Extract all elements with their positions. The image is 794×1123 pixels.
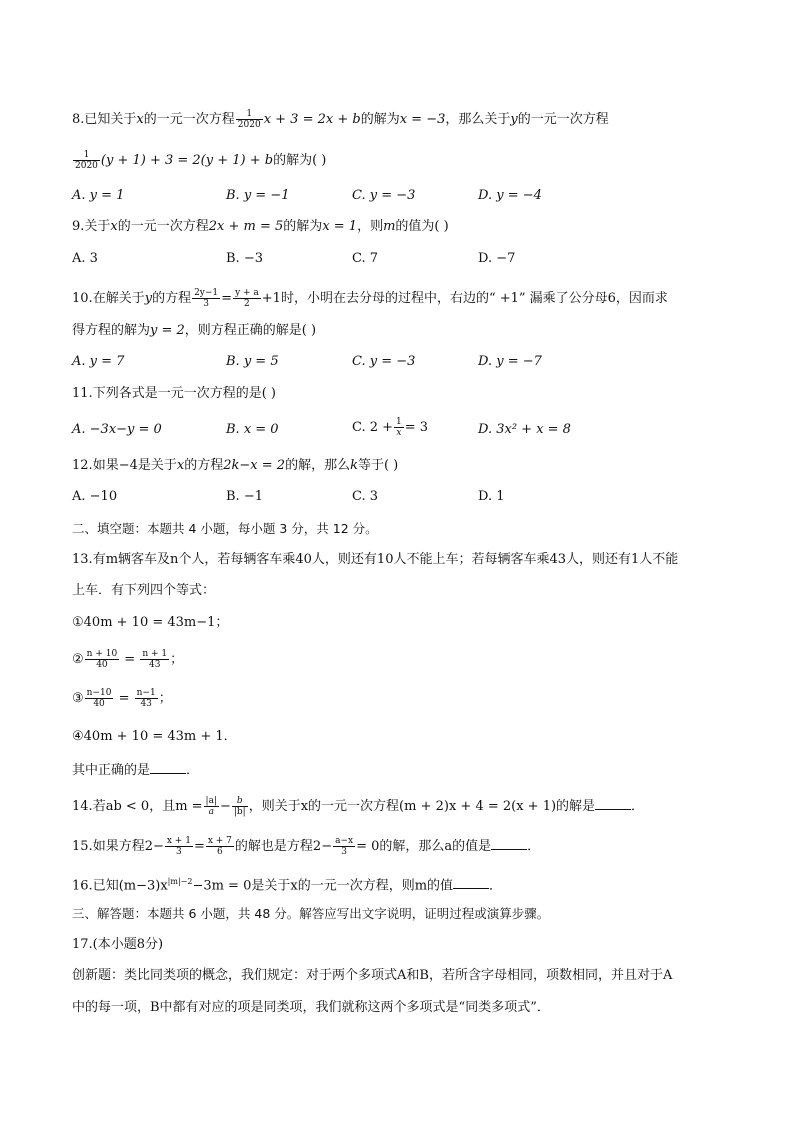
q11-option-c[interactable] (352, 417, 428, 438)
q10-fraction-2 (233, 288, 261, 309)
q12-option-d[interactable]: D. 1 (478, 489, 505, 504)
q15-text: 的解也是方程2− (234, 839, 333, 854)
answer-blank[interactable] (595, 797, 631, 810)
q11-c-post: = 3 (404, 420, 429, 435)
frac-num: y + a (235, 288, 259, 298)
q10-option-b[interactable]: B. y = 5 (226, 354, 279, 369)
q13-text: 有m辆客车及n个人，若每辆客车乘40人，则还有10人不能上车；若每辆客车乘43人，则还有1人不能 (92, 552, 679, 567)
q14-number: 14. (72, 799, 93, 814)
q9-text: ，则 (357, 219, 384, 234)
q10-option-d[interactable]: D. y = −7 (478, 354, 542, 369)
frac-num: b (232, 796, 248, 807)
frac-num: x + 7 (207, 836, 232, 846)
q16-text: −3m = 0是关于x的一元一次方程，则m的值 (192, 878, 454, 894)
frac-den: 6 (217, 847, 223, 857)
q11-c-fraction (394, 417, 404, 438)
frac-den: 3 (176, 847, 182, 857)
q11-number: 11. (72, 386, 93, 401)
q11-option-a[interactable]: A. −3x−y = 0 (72, 422, 162, 437)
q8-option-c[interactable]: C. y = −3 (352, 188, 416, 203)
frac-num: x + 1 (166, 836, 191, 846)
q9-solution: x = 1 (322, 219, 358, 234)
frac-den: 43 (140, 699, 152, 709)
fraction (204, 796, 219, 817)
q13-equation-2: ② $\frac{n + 10}{40}$ = $\frac{n + 1}{43}$ ； (72, 649, 184, 670)
q9-option-a[interactable]: A. 3 (72, 251, 98, 266)
frac-num: 1 (73, 150, 100, 161)
frac-den: x (396, 428, 402, 438)
fraction (140, 649, 169, 670)
q13-number: 13. (72, 552, 93, 567)
q11-line1 (72, 385, 276, 403)
frac-num: a−x (335, 836, 354, 846)
exponent: |m|−2 (167, 877, 193, 886)
q12-equation: 2k−x = 2 (223, 458, 286, 473)
q12-text: 的解，那么 (285, 458, 351, 473)
q16-text: 已知(m−3)x (92, 878, 168, 894)
q9-option-d[interactable]: D. −7 (478, 251, 516, 266)
q13-answer-line (72, 761, 199, 780)
q10-line1: 10.在解关于y的方程 $\frac{2y-1}{3}$ = $\frac{y + a}{2}$ +1时，小明在去分母的过程中，右边的“ +1” 漏乘了公分母6，因而求 (72, 288, 668, 309)
q13-line1 (72, 551, 678, 569)
minus: − (219, 799, 231, 814)
q13-equation-1: ①40m + 10 = 43m−1； (72, 615, 229, 630)
q12-option-c[interactable]: C. 3 (352, 489, 379, 504)
q10-fraction-1 (192, 288, 220, 309)
q8-text: 已知关于 (84, 112, 137, 127)
q9-text: 的值为( ) (395, 219, 449, 234)
frac-num: n + 10 (86, 649, 118, 659)
q8-text: 的一元一次方程 (517, 112, 609, 127)
q8-equation-2: (y + 1) + 3 = 2(y + 1) + b (100, 153, 274, 168)
q15-text: 如果方程2− (92, 839, 164, 854)
q11-option-b[interactable]: B. x = 0 (226, 422, 279, 437)
q12-text: 等于( ) (357, 458, 399, 473)
q8-fraction (236, 109, 263, 130)
q12-option-b[interactable]: B. −1 (226, 489, 263, 504)
q8-fraction-2 (73, 150, 100, 171)
frac-den: 2 (244, 299, 250, 309)
q9-option-b[interactable]: B. −3 (226, 251, 263, 266)
fraction (85, 649, 120, 670)
q10-text: +1时，小明在去分母的过程中，右边的“ +1” 漏乘了公分母6，因而求 (261, 291, 668, 306)
q10-equals: = (221, 291, 233, 306)
fraction (333, 836, 355, 857)
frac-den: 3 (203, 299, 209, 309)
frac-num: 1 (236, 109, 263, 120)
fraction (165, 836, 193, 857)
q9-line1: 9.关于x的一元一次方程2x + m = 5的解为x = 1，则m的值为( ) (72, 219, 449, 234)
q17-line1: 创新题：类比同类项的概念，我们规定：对于两个多项式A和B，若所含字母相同，项数相同，并且对于A (72, 968, 673, 983)
q8-option-d[interactable]: D. y = −4 (478, 188, 542, 203)
q15-text: ． (527, 839, 541, 854)
frac-num: |a| (205, 796, 217, 806)
q14-text: ，则关于x的一元一次方程(m + 2)x + 4 = 2(x + 1)的解是 (248, 799, 596, 814)
q9-option-c[interactable]: C. 7 (352, 251, 379, 266)
q17-line2: 中的每一项，B中都有对应的项是同类项，我们就称这两个多项式是“同类多项式”． (72, 1000, 550, 1015)
frac-num: 1 (396, 417, 402, 427)
q10-option-a[interactable]: A. y = 7 (72, 354, 125, 369)
q10-text: 在解关于 (92, 291, 145, 306)
q13-line2: 上车．有下列四个等式： (72, 583, 216, 598)
frac-den: 40 (96, 660, 108, 670)
q14-text: 若ab < 0，且m = (92, 799, 203, 814)
q14-line1 (72, 796, 644, 817)
q12-option-a[interactable]: A. −10 (72, 489, 118, 504)
circle-num: ② (72, 652, 84, 667)
frac-den: 3 (341, 847, 347, 857)
q11-option-d[interactable]: D. 3x² + x = 8 (478, 422, 571, 437)
q11-c-pre: C. 2 + (352, 420, 394, 435)
q12-number: 12. (72, 458, 93, 473)
frac-den: 43 (149, 660, 161, 670)
q8-text: 的解为 (360, 112, 400, 127)
q8-line1: 8.已知关于x的一元一次方程 $\frac{1}{2020}$ x + 3 = 2x + b的解为x = −3，那么关于y的一元一次方程 (72, 109, 609, 130)
q8-text: 的解为( ) (273, 153, 327, 168)
q17-title: 17.(本小题8分) (72, 937, 164, 952)
frac-num: n−1 (136, 688, 156, 698)
q9-text: 的解为 (283, 219, 323, 234)
q13-text: 其中正确的是 (72, 763, 151, 778)
q9-number: 9. (72, 219, 85, 234)
q15-text: = 0的解，那么a的值是 (356, 839, 492, 854)
q13-equation-3: ③ $\frac{n-10}{40}$ = $\frac{n-1}{43}$ ； (72, 688, 172, 709)
q16-number: 16. (72, 878, 93, 894)
q9-text: 的一元一次方程 (117, 219, 209, 234)
q12-value: −4 (118, 458, 138, 473)
q12-text: 的方程 (184, 458, 224, 473)
q10-number: 10. (72, 291, 93, 306)
frac-den: |b| (233, 807, 246, 817)
equals: = (193, 839, 205, 854)
section-2-heading: 二、填空题：本题共 4 小题，每小题 3 分，共 12 分。 (72, 521, 378, 536)
q8-equation: x + 3 = 2x + b (263, 112, 361, 127)
q11-text: 下列各式是一元一次方程的是( ) (92, 386, 276, 401)
q10-solution: y = 2 (150, 323, 185, 338)
q12-text: 是关于 (137, 458, 177, 473)
q8-option-a[interactable]: A. y = 1 (72, 188, 125, 203)
q8-number: 8. (72, 112, 85, 127)
frac-den: a (208, 807, 214, 817)
q16-text: ． (489, 878, 503, 894)
frac-den: 2020 (75, 161, 98, 171)
q13-text: ． (186, 763, 200, 778)
q12-text: 如果 (92, 458, 119, 473)
q8-text: 的一元一次方程 (143, 112, 235, 127)
fraction (85, 688, 114, 709)
q13-equation-4: ④40m + 10 = 43m + 1． (72, 729, 237, 744)
fraction (232, 796, 248, 817)
section-3-heading: 三、解答题：本题共 6 小题，共 48 分。解答应写出文字说明，证明过程或演算步骤。 (72, 906, 550, 921)
frac-num: 2y−1 (194, 288, 219, 298)
fraction (206, 836, 234, 857)
q14-text: ． (631, 799, 645, 814)
q8-line2 (72, 150, 326, 171)
q8-text: ，那么关于 (445, 112, 511, 127)
answer-blank[interactable] (453, 876, 489, 889)
q10-text: ，则方程正确的解是( ) (184, 323, 317, 338)
answer-blank[interactable] (491, 837, 527, 850)
q12-line1: 12.如果−4是关于x的方程2k−x = 2的解，那么k等于( ) (72, 458, 399, 473)
q16-line1 (72, 873, 502, 895)
answer-blank[interactable] (150, 761, 186, 774)
q10-line2 (72, 322, 316, 340)
q10-text: 得方程的解为 (72, 323, 151, 338)
q15-number: 15. (72, 839, 93, 854)
q8-option-b[interactable]: B. y = −1 (226, 188, 290, 203)
q8-solution: x = −3 (399, 112, 446, 127)
q9-equation: 2x + m = 5 (208, 219, 284, 234)
q10-text: 的方程 (152, 291, 192, 306)
q10-option-c[interactable]: C. y = −3 (352, 354, 416, 369)
frac-den: 40 (93, 699, 105, 709)
q15-line1 (72, 836, 540, 857)
frac-num: n−10 (86, 688, 112, 698)
frac-num: n + 1 (142, 649, 168, 659)
q9-text: 关于 (84, 219, 111, 234)
frac-den: 2020 (237, 120, 261, 130)
fraction (135, 688, 158, 709)
circle-num: ③ (72, 691, 84, 706)
